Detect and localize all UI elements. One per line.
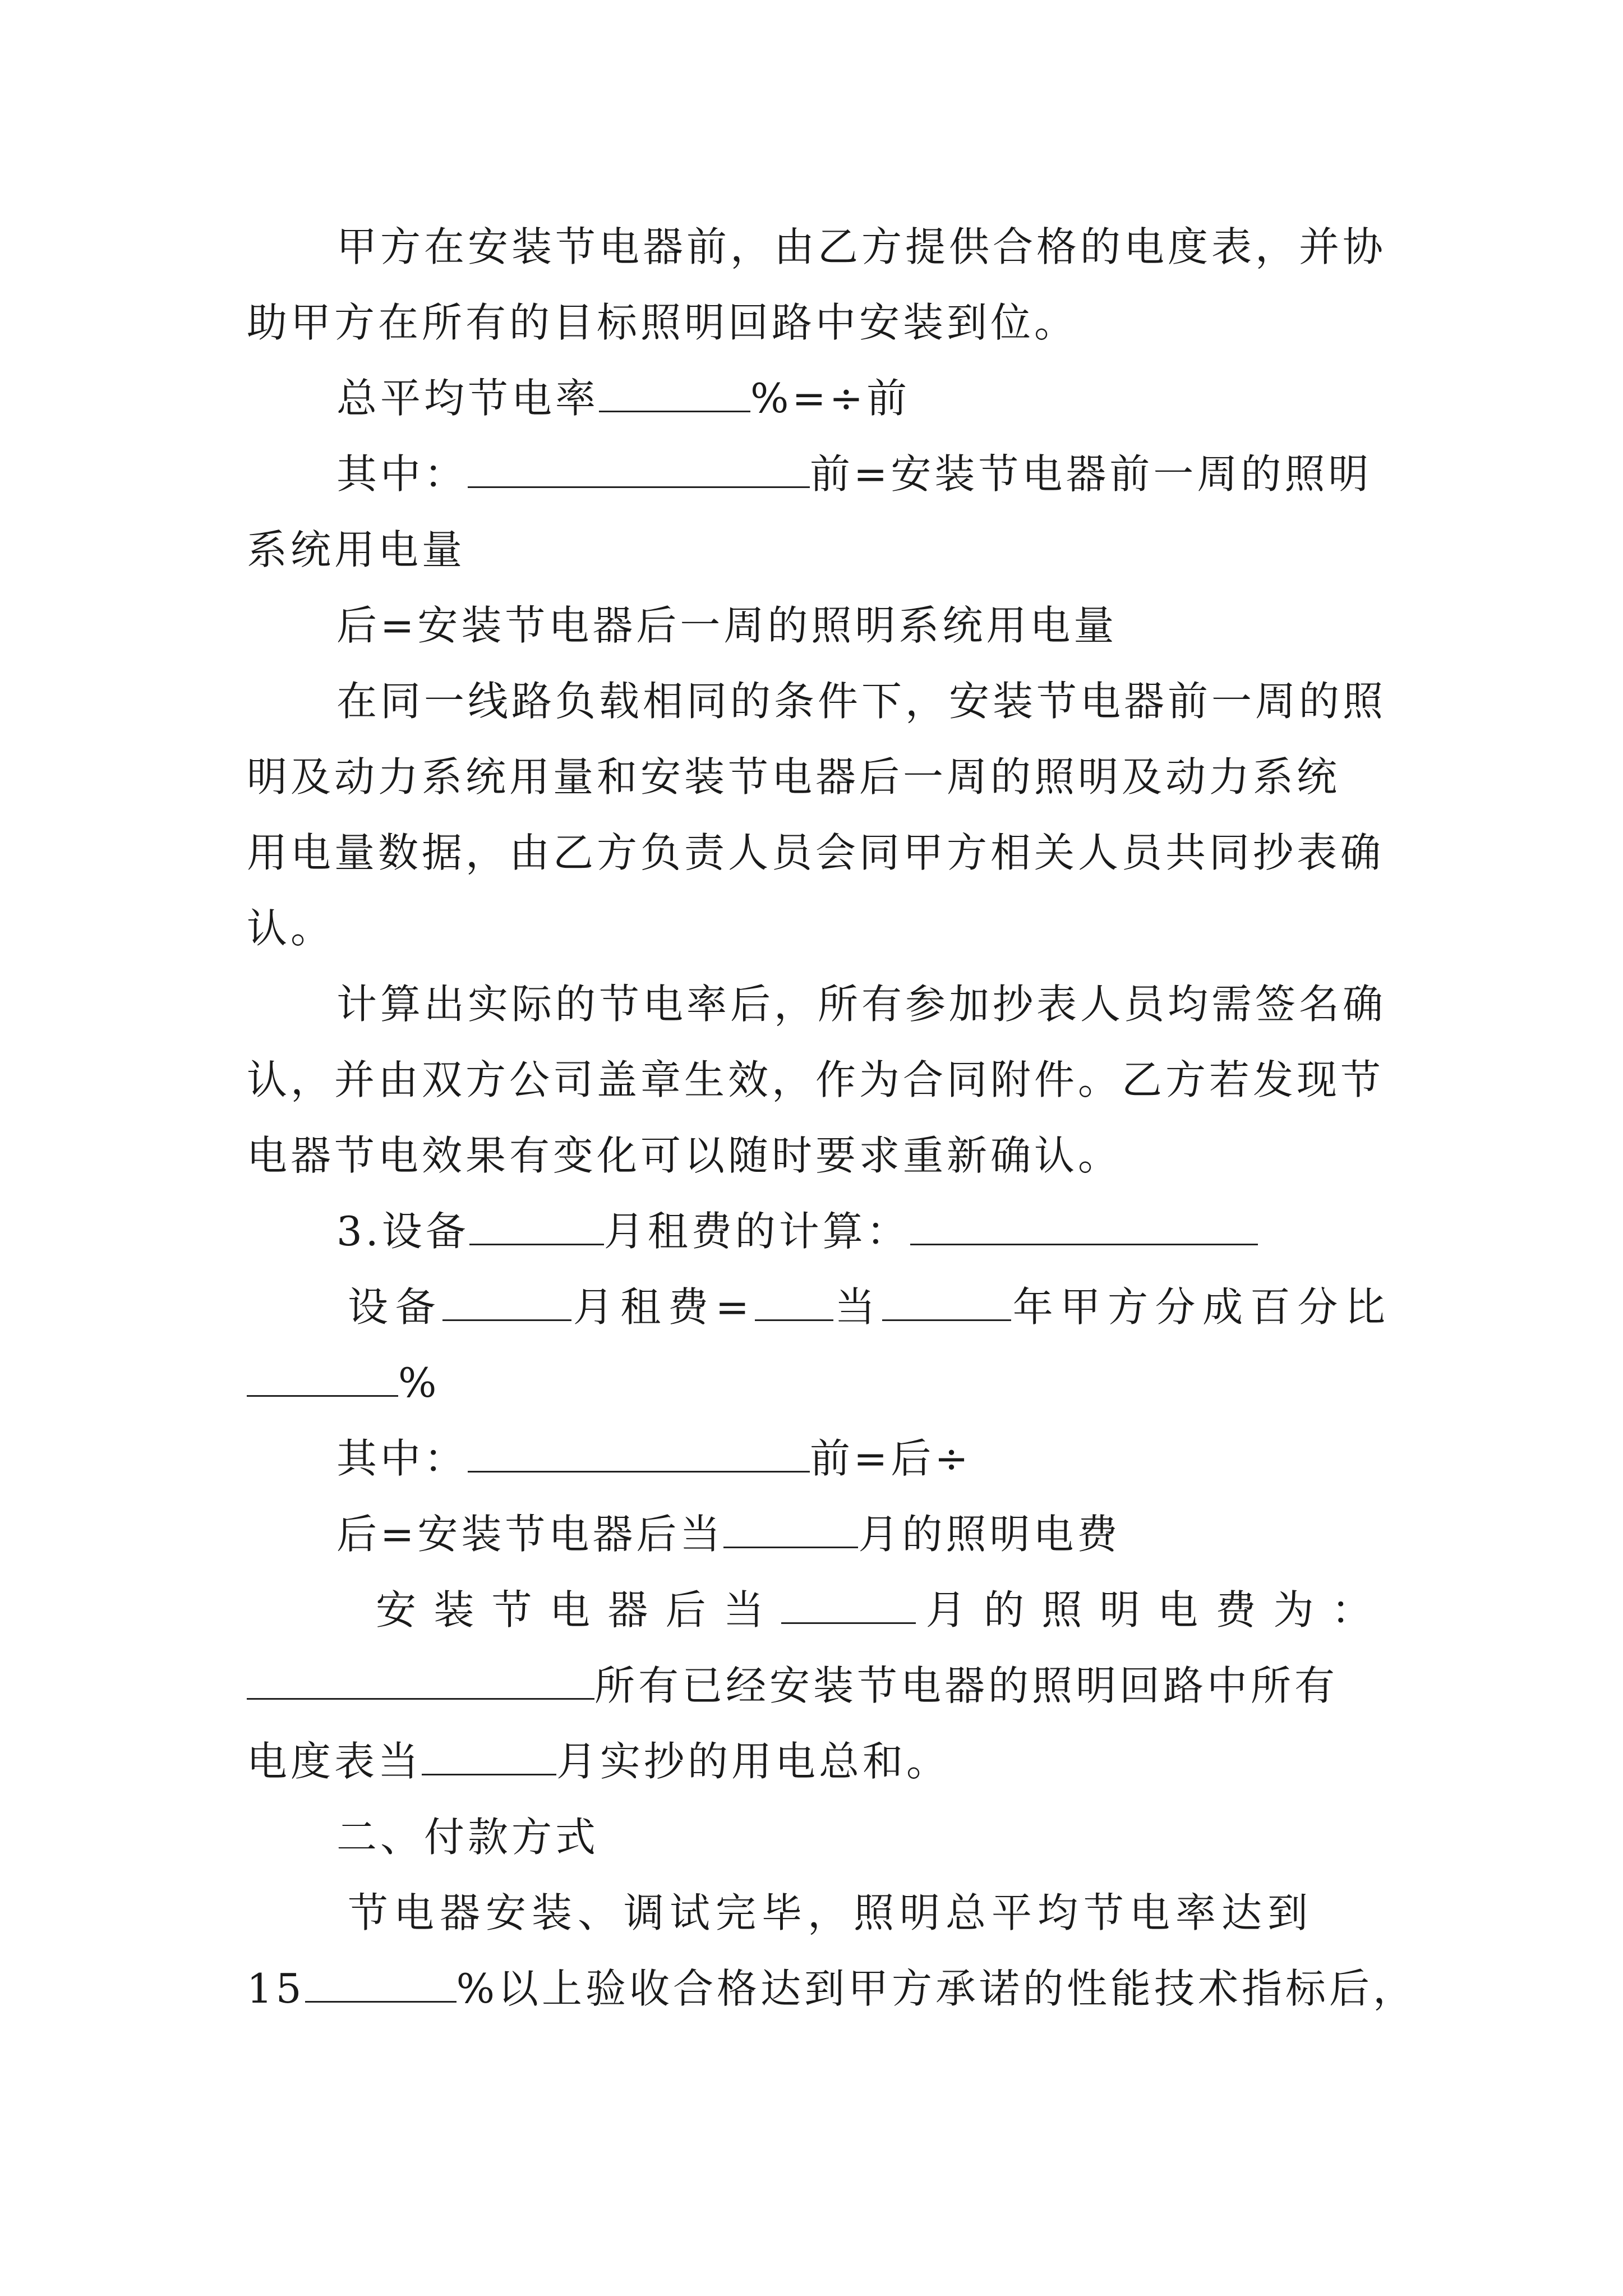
- section-heading: [247, 1200, 1469, 1262]
- paragraph-line: [247, 746, 1380, 808]
- text-segment: %以上验收合格达到甲方承诺的性能技术指标后，: [456, 1965, 1417, 2012]
- formula-line: [247, 1276, 1391, 1338]
- definition-line: [247, 1503, 1469, 1565]
- text-segment: 安装节电器后当: [376, 1586, 782, 1634]
- blank-field: [755, 1285, 833, 1321]
- blank-field: [247, 1360, 398, 1397]
- definition-line: [247, 595, 1469, 656]
- text-segment: 月实抄的用电总和。: [556, 1738, 951, 1785]
- paragraph-line: [247, 822, 1385, 884]
- text-segment: 月租费的计算：: [603, 1208, 910, 1255]
- paragraph-line: [247, 1125, 1380, 1186]
- paragraph-line-1: [247, 216, 1469, 278]
- text-segment: 系统用电量: [247, 526, 466, 573]
- blank-field: [599, 376, 750, 412]
- text-segment: 认。: [247, 905, 335, 952]
- text-segment: %=÷前: [750, 375, 911, 422]
- blank-field: [442, 1285, 571, 1321]
- text-segment: 年甲方分成百分比: [1011, 1283, 1391, 1331]
- paragraph-line: [247, 1731, 1380, 1792]
- paragraph-line: [247, 670, 1469, 732]
- blank-field: [247, 1663, 594, 1700]
- text-segment: 电器节电效果有变化可以随时要求重新确认。: [247, 1132, 1122, 1179]
- blank-field: [910, 1209, 1258, 1245]
- text-segment: 用电量数据，由乙方负责人员会同甲方相关人员共同抄表确: [247, 829, 1385, 876]
- text-segment: 节电器安装、调试完毕，照明总平均节电率达到: [348, 1889, 1314, 1936]
- paragraph-line: [247, 1958, 1417, 2019]
- text-segment: 月租费=: [571, 1283, 755, 1331]
- text-segment: 计算出实际的节电率后，所有参加抄表人员均需签名确: [336, 981, 1387, 1028]
- paragraph-line-2: [247, 292, 1380, 353]
- text-segment: 其中：: [336, 450, 468, 498]
- text-segment: 3.设备: [336, 1208, 469, 1255]
- blank-field: [468, 1436, 810, 1473]
- definition-line: [247, 1579, 1380, 1641]
- text-segment: 后=安装节电器后当: [336, 1511, 724, 1558]
- text-segment: 总平均节电率: [336, 375, 600, 422]
- blank-field: [781, 1588, 916, 1624]
- paragraph-line: [247, 519, 1380, 581]
- blank-field: [723, 1512, 858, 1548]
- text-segment: 其中：: [336, 1435, 468, 1482]
- text-segment: 甲方在安装节电器前，由乙方提供合格的电度表，并协: [336, 223, 1387, 270]
- blank-field: [468, 452, 810, 488]
- paragraph-line: [247, 973, 1469, 1035]
- text-segment: 明及动力系统用量和安装节电器后一周的照明及动力系统: [247, 753, 1341, 800]
- text-segment: 助甲方在所有的目标照明回路中安装到位。: [247, 299, 1078, 346]
- paragraph-line: [247, 1882, 1481, 1944]
- paragraph-line: [247, 898, 1380, 959]
- text-segment: 设备: [348, 1283, 443, 1331]
- text-segment: %: [398, 1359, 440, 1406]
- blank-field: [882, 1285, 1011, 1321]
- text-segment: 二、付款方式: [336, 1814, 600, 1861]
- blank-field: [469, 1209, 604, 1245]
- text-segment: 15: [247, 1965, 305, 2012]
- text-segment: 前=安装节电器前一周的照明: [810, 450, 1372, 498]
- definition-line: [247, 1428, 1469, 1489]
- formula-line: [247, 1352, 1380, 1414]
- text-segment: 前=后÷: [810, 1435, 972, 1482]
- blank-field: [305, 1966, 457, 2003]
- text-segment: 认，并由双方公司盖章生效，作为合同附件。乙方若发现节: [247, 1056, 1385, 1103]
- definition-line: [247, 443, 1469, 505]
- paragraph-line: [247, 1655, 1380, 1717]
- section-heading: [247, 1806, 1469, 1868]
- text-segment: 月的照明电费: [858, 1511, 1121, 1558]
- text-segment: 在同一线路负载相同的条件下，安装节电器前一周的照: [336, 678, 1387, 725]
- formula-line: [247, 367, 1469, 429]
- text-segment: 所有已经安装节电器的照明回路中所有: [594, 1662, 1339, 1709]
- blank-field: [422, 1739, 556, 1775]
- text-segment: 当: [833, 1283, 883, 1331]
- text-segment: 后=安装节电器后一周的照明系统用电量: [336, 602, 1118, 649]
- paragraph-line: [247, 1049, 1385, 1111]
- text-segment: 月的照明电费为：: [916, 1586, 1380, 1634]
- text-segment: 电度表当: [247, 1738, 422, 1785]
